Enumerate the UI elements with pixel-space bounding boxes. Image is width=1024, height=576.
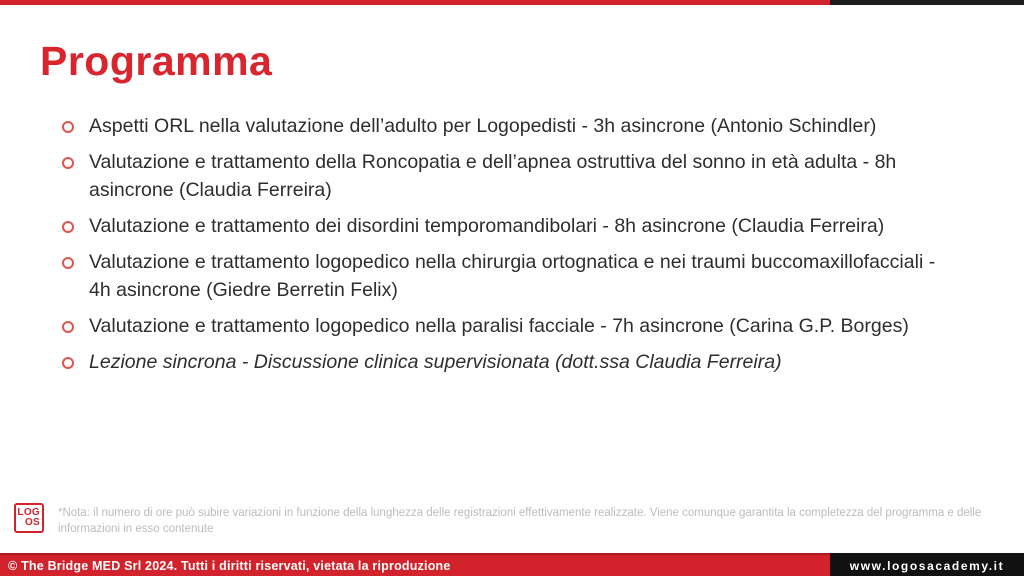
bullet-circle-icon	[62, 121, 74, 133]
logo-line-1: LOG	[17, 507, 40, 518]
list-item	[40, 148, 940, 204]
top-bar-red-segment	[0, 0, 830, 5]
bullet-circle-icon	[62, 321, 74, 333]
list-item-text: Aspetti ORL nella valutazione dell’adulto per Logopedisti - 3h asincrone (Antonio Schindler)	[89, 115, 877, 137]
program-list	[40, 112, 940, 384]
list-item	[40, 312, 940, 340]
list-item	[40, 348, 940, 376]
list-item-text: Lezione sincrona - Discussione clinica supervisionata (dott.ssa Claudia Ferreira)	[89, 351, 782, 373]
list-item-text: Valutazione e trattamento logopedico nella chirurgia ortognatica e nei traumi buccomaxillofacciali - 4h asincrone (Giedre Berretin Felix)	[89, 251, 936, 301]
bullet-circle-icon	[62, 257, 74, 269]
bullet-circle-icon	[62, 157, 74, 169]
list-item	[40, 112, 940, 140]
footer	[14, 503, 1004, 537]
list-item	[40, 248, 940, 304]
list-item-text: Valutazione e trattamento logopedico nella paralisi facciale - 7h asincrone (Carina G.P. Borges)	[89, 315, 909, 337]
top-accent-bar	[0, 0, 1024, 5]
website-link[interactable]: www.logosacademy.it	[830, 553, 1024, 576]
top-bar-black-segment	[830, 0, 1024, 5]
bottom-bar	[0, 553, 1024, 576]
copyright-text: © The Bridge MED Srl 2024. Tutti i diritti riservati, vietata la riproduzione	[0, 555, 830, 576]
bullet-circle-icon	[62, 357, 74, 369]
footnote: *Nota: il numero di ore può subire variazioni in funzione della lunghezza delle registrazioni effettivamente realizzate. Viene comunque garantita la completezza del programma e delle informazioni in esso contenute	[58, 507, 982, 535]
logo-line-2: OS	[24, 517, 40, 528]
bullet-circle-icon	[62, 221, 74, 233]
logos-logo	[14, 503, 44, 533]
list-item-text: Valutazione e trattamento dei disordini temporomandibolari - 8h asincrone (Claudia Ferreira)	[89, 215, 885, 237]
page-title: Programma	[40, 38, 273, 84]
list-item-text: Valutazione e trattamento della Roncopatia e dell’apnea ostruttiva del sonno in età adulta - 8h asincrone (Claudia Ferreira)	[89, 151, 897, 201]
list-item	[40, 212, 940, 240]
